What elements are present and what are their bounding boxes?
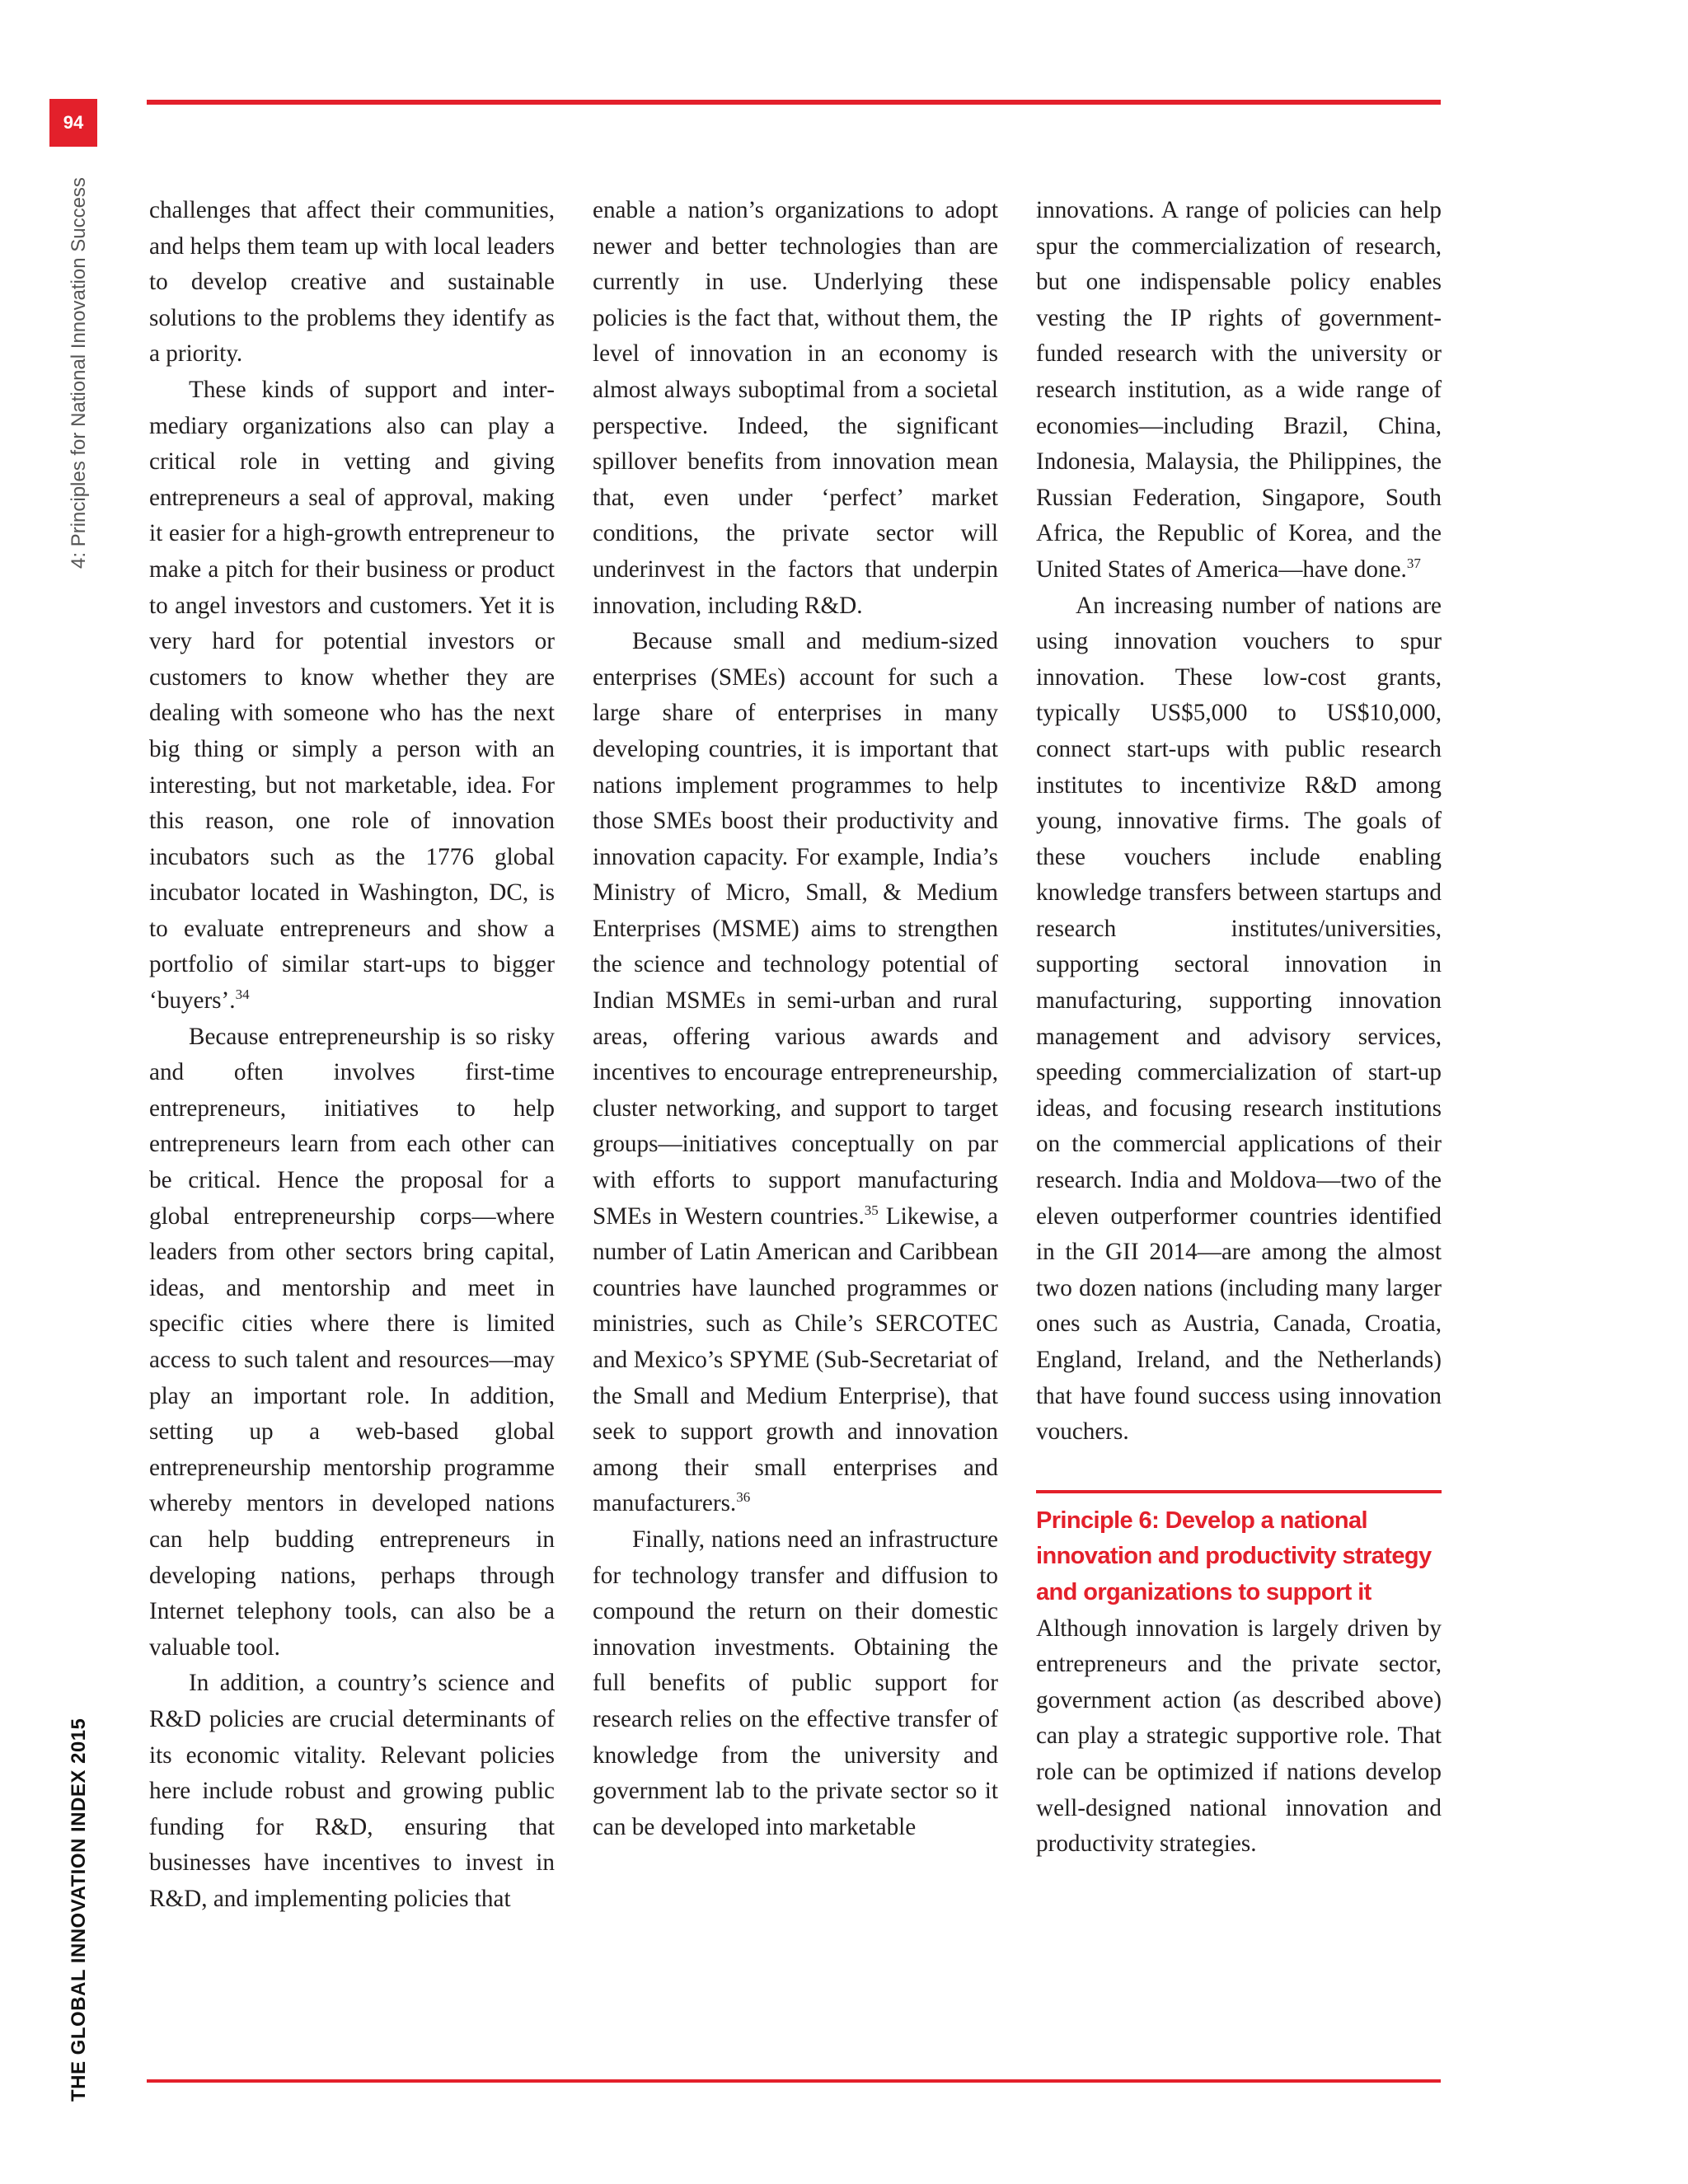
bottom-rule <box>147 2079 1441 2083</box>
paragraph-text: These kinds of support and intermediary organizations also can play a critical role in vetting and giving entrepreneurs a seal of approval, making it easier for a high-growth entrepreneur to make a pitch for their business or product to angel investors and customers. Yet it is very hard for potential investors or customers to know whether they are dealing with someone who has the next big thing or simply a person with an interesting, but not marketable, idea. For this reason, one role of innovation incubators such as the 1776 global incubator located in Washington, DC, is to evaluate entrepreneurs and show a portfolio of similar start-ups to bigger ‘buyers’. <box>149 376 555 1015</box>
publication-title: THE GLOBAL INNOVATION INDEX 2015 <box>68 1718 90 2102</box>
section-heading: Principle 6: Develop a national innovation and productivity strategy and organizations to support it <box>1036 1507 1432 1605</box>
paragraph: enable a nation’s organizations to adopt newer and better technologies than are currently in use. Underlying these policies is the fact that, without them, the level of innovation in an economy is almost always suboptimal from a societal perspective. Indeed, the significant spillover benefits from innovation mean that, even under ‘perfect’ market conditions, the private sector will underinvest in the factors that underpin innovation, including R&D. <box>593 197 998 619</box>
paragraph <box>149 373 555 1019</box>
paragraph: In addition, a country’s science and R&D policies are crucial determinants of its economic vitality. Relevant policies here include robust and growing public funding for R&D, ensuring that businesses have incentives to invest in R&D, and implementing policies that <box>149 1670 555 1912</box>
paragraph: challenges that affect their communities, and helps them team up with local leaders to develop creative and sustainable solutions to the problems they identify as a priority. <box>149 197 555 368</box>
paragraph: Although innovation is largely driven by entrepreneurs and the private sector, government action (as described above) can play a strategic supportive role. That role can be optimized if nations develop well-designed national innovation and productivity strategies. <box>1036 1615 1442 1858</box>
principle-section <box>1036 1490 1442 1863</box>
paragraph-text: Likewise, a number of Latin American and Caribbean countries have launched programmes or ministries, such as Chile’s SERCOTEC and Mexico’s SPYME (Sub-Secretariat of the Small and Medium Enterprise), that seek to support growth and innovation among their small enterprises and manufacturers. <box>593 1202 998 1517</box>
footnote-ref-34: 34 <box>235 987 250 1003</box>
footnote-ref-37: 37 <box>1406 555 1421 571</box>
running-head: 4: Principles for National Innovation Success <box>68 177 90 569</box>
paragraph <box>593 624 998 1522</box>
footnote-ref-36: 36 <box>736 1489 751 1506</box>
text-column-2 <box>593 193 998 1845</box>
paragraph-text: Because small and medium-sized enterprises (SMEs) account for such a large share of enterprises in many developing countries, it is important that nations implement programmes to help those SMEs boost their productivity and innovation capacity. For example, India’s Ministry of Micro, Small, & Medium Enterprises (MSME) aims to strengthen the science and technology potential of Indian MSMEs in semi-urban and rural areas, offering various awards and incentives to encourage entrepreneurship, cluster networking, and support to target groups—initiatives conceptually on par with efforts to support manufacturing SMEs in Western countries. <box>593 628 998 1230</box>
page-number-badge: 94 <box>49 99 97 147</box>
paragraph: Because entrepreneurship is so risky and often involves first-time entrepreneurs, initiatives to help entrepreneurs learn from each other can be critical. Hence the proposal for a global entrepreneurship corps—where leaders from other sectors bring capital, ideas, and mentorship and meet in specific cities where there is limited access to such talent and resources—may play an important role. In addition, setting up a web-based global entrepreneurship mentorship programme whereby mentors in developed nations can help budding entrepreneurs in developing nations, perhaps through Internet telephony tools, can also be a valuable tool. <box>149 1023 555 1661</box>
text-column-3 <box>1036 193 1442 1863</box>
paragraph <box>1036 193 1442 588</box>
paragraph: Finally, nations need an infrastructure for technology transfer and diffusion to compound the return on their domestic innovation investments. Obtaining the full benefits of public support for research relies on the effective transfer of knowledge from the university and government lab to the private sector so it can be developed into marketable <box>593 1526 998 1840</box>
top-rule <box>147 100 1441 105</box>
paragraph-text: innovations. A range of policies can help spur the commercialization of research, but one indispensable policy enables vesting the IP rights of government-funded research with the university or research institution, as a wide range of economies—including Brazil, China, Indonesia, Malaysia, the Philippines, the Russian Federation, Singapore, South Africa, the Republic of Korea, and the United States of America—have done. <box>1036 197 1442 583</box>
text-column-1 <box>149 193 555 1918</box>
paragraph: An increasing number of nations are using innovation vouchers to spur innovation. These low-cost grants, typically US$5,000 to US$10,000, connect start-ups with public research institutes to incentivize R&D among young, innovative firms. The goals of these vouchers include enabling knowledge transfers between startups and research institutes/universities, supporting sectoral innovation in manufacturing, supporting innovation management and advisory services, speeding commercialization of start-up ideas, and focusing research institutions on the commercial applications of their research. India and Moldova—two of the eleven outperformer countries identified in the GII 2014—are among the almost two dozen nations (including many larger ones such as Austria, Canada, Croatia, England, Ireland, and the Netherlands) that have found success using innovation vouchers. <box>1036 592 1442 1446</box>
footnote-ref-35: 35 <box>864 1202 879 1218</box>
